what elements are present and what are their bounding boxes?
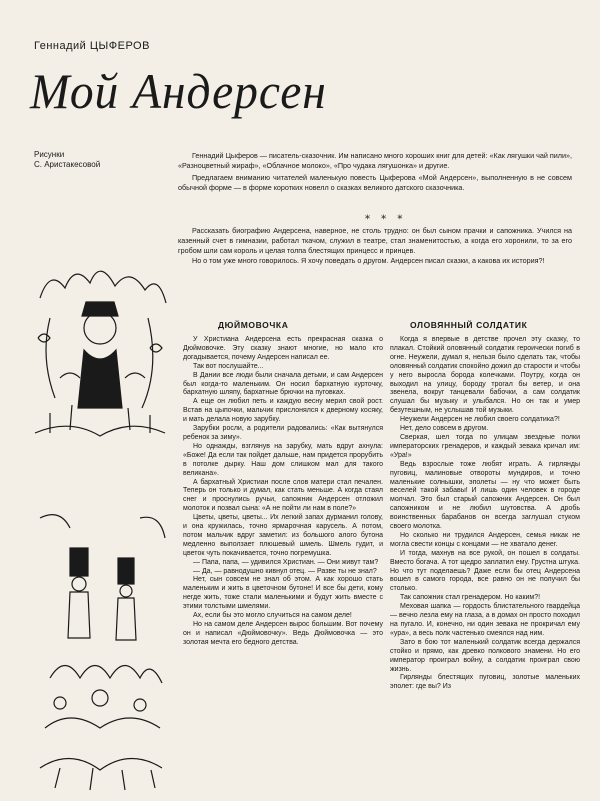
biography-text <box>178 226 572 266</box>
author-name: Геннадий ЦЫФЕРОВ <box>34 40 150 52</box>
credits-label: Рисунки <box>34 150 65 159</box>
intro-paragraph: Геннадий Цыферов — писатель-сказочник. Им написано много хороших книг для детей: «Как лягушки чай пили», «Разноцветный жираф», «Облачное молоко», «Про чудака лягушонка» и другие. <box>178 151 572 170</box>
section-divider: * * * <box>365 214 407 225</box>
paragraph: Так сапожник стал гренадером. Но каким?! <box>400 594 541 602</box>
paragraph: Но однажды, взглянув на зарубку, мать вдруг ахнула: «Боже! Да если так пойдет дальше, нам придется прорубить в потолке дырку. Наш дом слишком мал для такого великана». <box>183 442 383 477</box>
paragraph: Зарубки росли, а родители радовались: «Как вытянулся ребенок за зиму». <box>183 425 383 441</box>
paragraph: Сверкая, шел тогда по улицам звездные полки императорских гренадеров, и каждый зевака кричал им: «Ура!» <box>390 433 580 459</box>
bio-paragraph: Но о том уже много говорилось. Я хочу поведать о другом. Андерсен писал сказки, а какова их история?! <box>192 255 545 265</box>
paragraph: Когда я впервые в детстве прочел эту сказку, то плакал. Стойкий оловянный солдатик героически погиб в огне. Неужели, думал я, нельзя было сделать так, чтобы оловянный солдатик спокойно дожил до старости и чтобы у него выросла борода колечками. Поутру, когда он выходил на улицу, бороду трогал бы ветер, и она звенела, вокруг танцевали бабочки, а сам солдатик слушал бы музыку и улыбался. Но он так и умер безутешным, не услышав той музыки. <box>390 336 580 415</box>
paragraph: Нет, дело совсем в другом. <box>400 425 489 433</box>
paragraph: А еще он любил петь и каждую весну мерил свой рост. Встав на цыпочки, мальчик прислонялся к дверному косяку, и мать делала новую зарубку. <box>183 398 383 424</box>
paragraph: Меховая шапка — гордость блистательного гвардейца — вечно лезла ему на глаза, а в домах он просто походил на пугало. И, конечно, ни один зевака не прокричал ему «ура», а весь полк частенько смеялся над ним. <box>390 603 580 637</box>
editor-intro <box>178 151 572 195</box>
paragraph: Зато в бою тот маленький солдатик всегда держался стойко и прямо, как древко полкового знамени. Но его император проиграл войну, а солдатик проиграл свою жизнь. <box>390 638 580 673</box>
paragraph: У Христиана Андерсена есть прекрасная сказка о Дюймовочке. Эту сказку знают многие, но мало кто догадывается, почему Андерсен написал ее. <box>183 336 383 361</box>
column-tin-soldier <box>390 336 580 692</box>
paragraph: Но на самом деле Андерсен вырос большим. Вот почему он и написал «Дюймовочку». Ведь Дюймовочка — это золотая мечта его бедного детства. <box>183 621 383 646</box>
intro-paragraph: Предлагаем вниманию читателей маленькую повесть Цыферова «Мой Андерсен», выполненную в не совсем обычной форме — в форме коротких новелл о сказках великого датского сказочника. <box>178 173 572 192</box>
paragraph: Цветы, цветы, цветы... Их легкий запах дурманил голову, и она кружилась, точно ярмарочная карусель. А потом, потом мальчик вдруг заметил: из большого алого бутона медленно выползает плюшевый шмель. Шмель гудит, и цветок чуть покачивается, точно погремушка. <box>183 514 383 557</box>
bio-paragraph: Рассказать биографию Андерсена, наверное, не столь трудно: он был сыном прачки и сапожника. Учился на казенный счет в гимназии, работал ткачом, служил в театре, стал знаменитостью, а когда его хоронили, то за его гробом шли сам король и целая толпа блестящих принцесс и принцев. <box>178 226 572 255</box>
paragraph: Ах, если бы это могло случиться на самом деле! <box>193 612 352 620</box>
section-heading-tin-soldier: ОЛОВЯННЫЙ СОЛДАТИК <box>410 320 528 330</box>
illustration <box>30 258 170 798</box>
section-heading-thumbelina: ДЮЙМОВОЧКА <box>218 320 289 330</box>
paragraph: А бархатный Христиан после слов матери стал печален. Теперь он только и думал, как стать меньше. А когда стаял снег и проснулись ручьи, сапожник Андерсен отложил молоток и позвал сына: «А не пойти ли нам в поле?» <box>183 478 383 513</box>
paragraph: Неужели Андерсен не любил своего солдатика?! <box>400 416 560 424</box>
page-title: Мой Андерсен <box>30 63 327 119</box>
paragraph: Ведь взрослые тоже любят играть. А гирлянды пуговиц, малиновые отвороты мундиров, и точно маленькие солнышки, эполеты — ну что может быть веселей такой забавы! И лишь один человек в городе молчал. Это был старый сапожник Андерсен. Он был сапожником и не любил шутовства. А дробь воинственных барабанов он всегда заглушал стуком своего молотка. <box>390 460 580 531</box>
paragraph: Нет, сын совсем не знал об этом. А как хорошо стать маленьким и жить в цветочном бутоне! И все бы дети, кому негде жить, тоже стали маленькими и будут жить вместе с этими толстыми шмелями. <box>183 576 383 611</box>
credits-artist: С. Аристакесовой <box>34 160 101 169</box>
paragraph: И тогда, махнув на все рукой, он пошел в солдаты. Вместо богача. А тот щедро заплатил ему. Грустна штука. Но что тут поделаешь? Даже если бы отец Андерсена вошел в самого города, все равно он не получил бы столько. <box>390 549 580 593</box>
paragraph: — Папа, папа, — удивился Христиан. — Они живут там? <box>193 558 379 566</box>
paragraph: Но сколько ни трудился Андерсен, семья никак не могла свести концы с концами — не хватало денег. <box>390 531 580 548</box>
paragraph: В Дании все люди были сначала детьми, и сам Андерсен был когда-то маленьким. Он носил бархатную курточку, бархатную шляпу, бархатные брючки на пуговках. <box>183 371 383 397</box>
paragraph: Гирлянды блестящих пуговиц, золотые маленьких эполет: где вы? Из <box>390 674 580 691</box>
paragraph: Так вот послушайте... <box>193 362 264 370</box>
paragraph: — Да, — равнодушно кивнул отец. — Разве ты не знал? <box>193 567 377 575</box>
illustration-credits <box>34 150 100 170</box>
column-thumbelina <box>183 336 383 648</box>
